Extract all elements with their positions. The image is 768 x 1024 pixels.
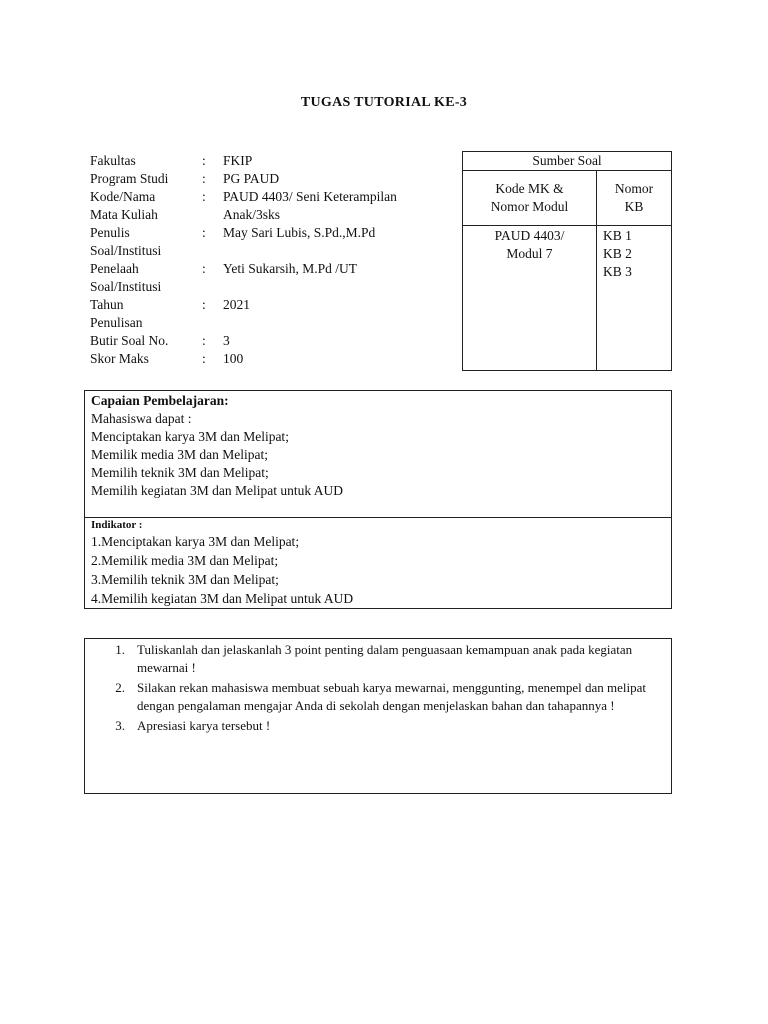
cell-kode-mk [463, 226, 597, 370]
info-label [90, 296, 202, 332]
info-row-butir-soal [90, 332, 450, 350]
info-colon: : [202, 189, 206, 204]
info-colon: : [202, 225, 206, 240]
question-number: 2. [115, 680, 125, 695]
info-colon: : [202, 351, 206, 366]
column-nomor-kb [597, 171, 671, 225]
info-value: 100 [223, 351, 244, 366]
kb-item: KB 3 [603, 264, 632, 279]
info-value: PG PAUD [223, 171, 280, 186]
question-number: 3. [115, 718, 125, 733]
capaian-line: Mahasiswa dapat : [91, 411, 192, 426]
info-label-line: Penulisan [90, 315, 143, 330]
info-row-penulis [90, 224, 450, 260]
source-table [462, 151, 672, 371]
question-text: Apresiasi karya tersebut ! [137, 718, 271, 733]
info-label-line: Mata Kuliah [90, 207, 158, 222]
question-text: Tuliskanlah dan jelaskanlah 3 point penting dalam penguasaan kemampuan anak pada kegiatan mewarnai ! [137, 642, 633, 675]
cell-line: Modul 7 [506, 246, 553, 261]
info-label-line: Soal/Institusi [90, 279, 162, 294]
info-label [90, 188, 202, 224]
column-label-line: KB [624, 199, 644, 214]
question-item [85, 679, 671, 715]
info-label-line: Penelaah [90, 261, 139, 276]
info-row-skor-maks [90, 350, 450, 368]
info-label-line: Penulis [90, 225, 130, 240]
source-table-columns [463, 171, 671, 226]
column-label-line: Nomor [614, 181, 654, 196]
capaian-line: Memilik media 3M dan Melipat; [91, 447, 268, 462]
question-item [85, 641, 671, 677]
info-value: 2021 [223, 297, 250, 312]
document-title: TUGAS TUTORIAL KE-3 [300, 95, 468, 110]
source-table-body [463, 226, 671, 370]
info-value: Yeti Sukarsih, M.Pd /UT [223, 261, 358, 276]
indikator-section [85, 518, 671, 608]
column-label-line: Kode MK & [495, 181, 564, 196]
info-row-fakultas [90, 152, 450, 170]
info-colon: : [202, 333, 206, 348]
capaian-line: Memilih kegiatan 3M dan Melipat untuk AUD [91, 483, 343, 498]
info-label-line: Kode/Nama [90, 189, 156, 204]
info-row-program-studi [90, 170, 450, 188]
info-value-line: PAUD 4403/ Seni Keterampilan [223, 189, 397, 204]
cell-line: PAUD 4403/ [494, 228, 565, 243]
info-row-penelaah [90, 260, 450, 296]
info-value: 3 [223, 333, 230, 348]
capaian-heading: Capaian Pembelajaran: [91, 393, 229, 408]
indikator-item: 1.Menciptakan karya 3M dan Melipat; [91, 534, 300, 549]
indikator-heading: Indikator : [91, 519, 143, 531]
info-row-tahun [90, 296, 450, 332]
info-value-line: Anak/3sks [223, 207, 280, 222]
info-block [90, 152, 450, 368]
capaian-line: Memilih teknik 3M dan Melipat; [91, 465, 269, 480]
capaian-line: Menciptakan karya 3M dan Melipat; [91, 429, 289, 444]
info-row-kode-nama [90, 188, 450, 224]
question-item [85, 717, 671, 735]
learning-outcomes-box [84, 390, 672, 609]
info-colon: : [202, 153, 206, 168]
info-label: Fakultas [90, 153, 136, 168]
info-label-line: Tahun [90, 297, 124, 312]
questions-box [84, 638, 672, 794]
column-kode-mk [463, 171, 597, 225]
source-table-header: Sumber Soal [463, 152, 671, 171]
info-colon: : [202, 297, 206, 312]
column-label-line: Nomor Modul [490, 199, 569, 214]
info-label [90, 260, 202, 296]
capaian-section [85, 392, 671, 518]
indikator-item: 4.Memilih kegiatan 3M dan Melipat untuk AUD [91, 591, 354, 606]
indikator-item: 3.Memilih teknik 3M dan Melipat; [91, 572, 279, 587]
indikator-item: 2.Memilik media 3M dan Melipat; [91, 553, 279, 568]
question-text: Silakan rekan mahasiswa membuat sebuah karya mewarnai, menggunting, menempel dan melipat dengan pengalaman mengajar Anda di sekolah dengan menjelaskan bahan dan tahapannya ! [137, 680, 647, 713]
info-value: May Sari Lubis, S.Pd.,M.Pd [223, 225, 376, 240]
info-colon: : [202, 171, 206, 186]
info-label: Skor Maks [90, 351, 149, 366]
kb-item: KB 1 [603, 228, 632, 243]
cell-nomor-kb [597, 226, 671, 370]
info-label: Butir Soal No. [90, 333, 169, 348]
info-value [223, 188, 450, 224]
kb-item: KB 2 [603, 246, 632, 261]
info-value: FKIP [223, 153, 253, 168]
info-label-line: Soal/Institusi [90, 243, 162, 258]
question-number: 1. [115, 642, 125, 657]
info-colon: : [202, 261, 206, 276]
info-label: Program Studi [90, 171, 169, 186]
info-label [90, 224, 202, 260]
